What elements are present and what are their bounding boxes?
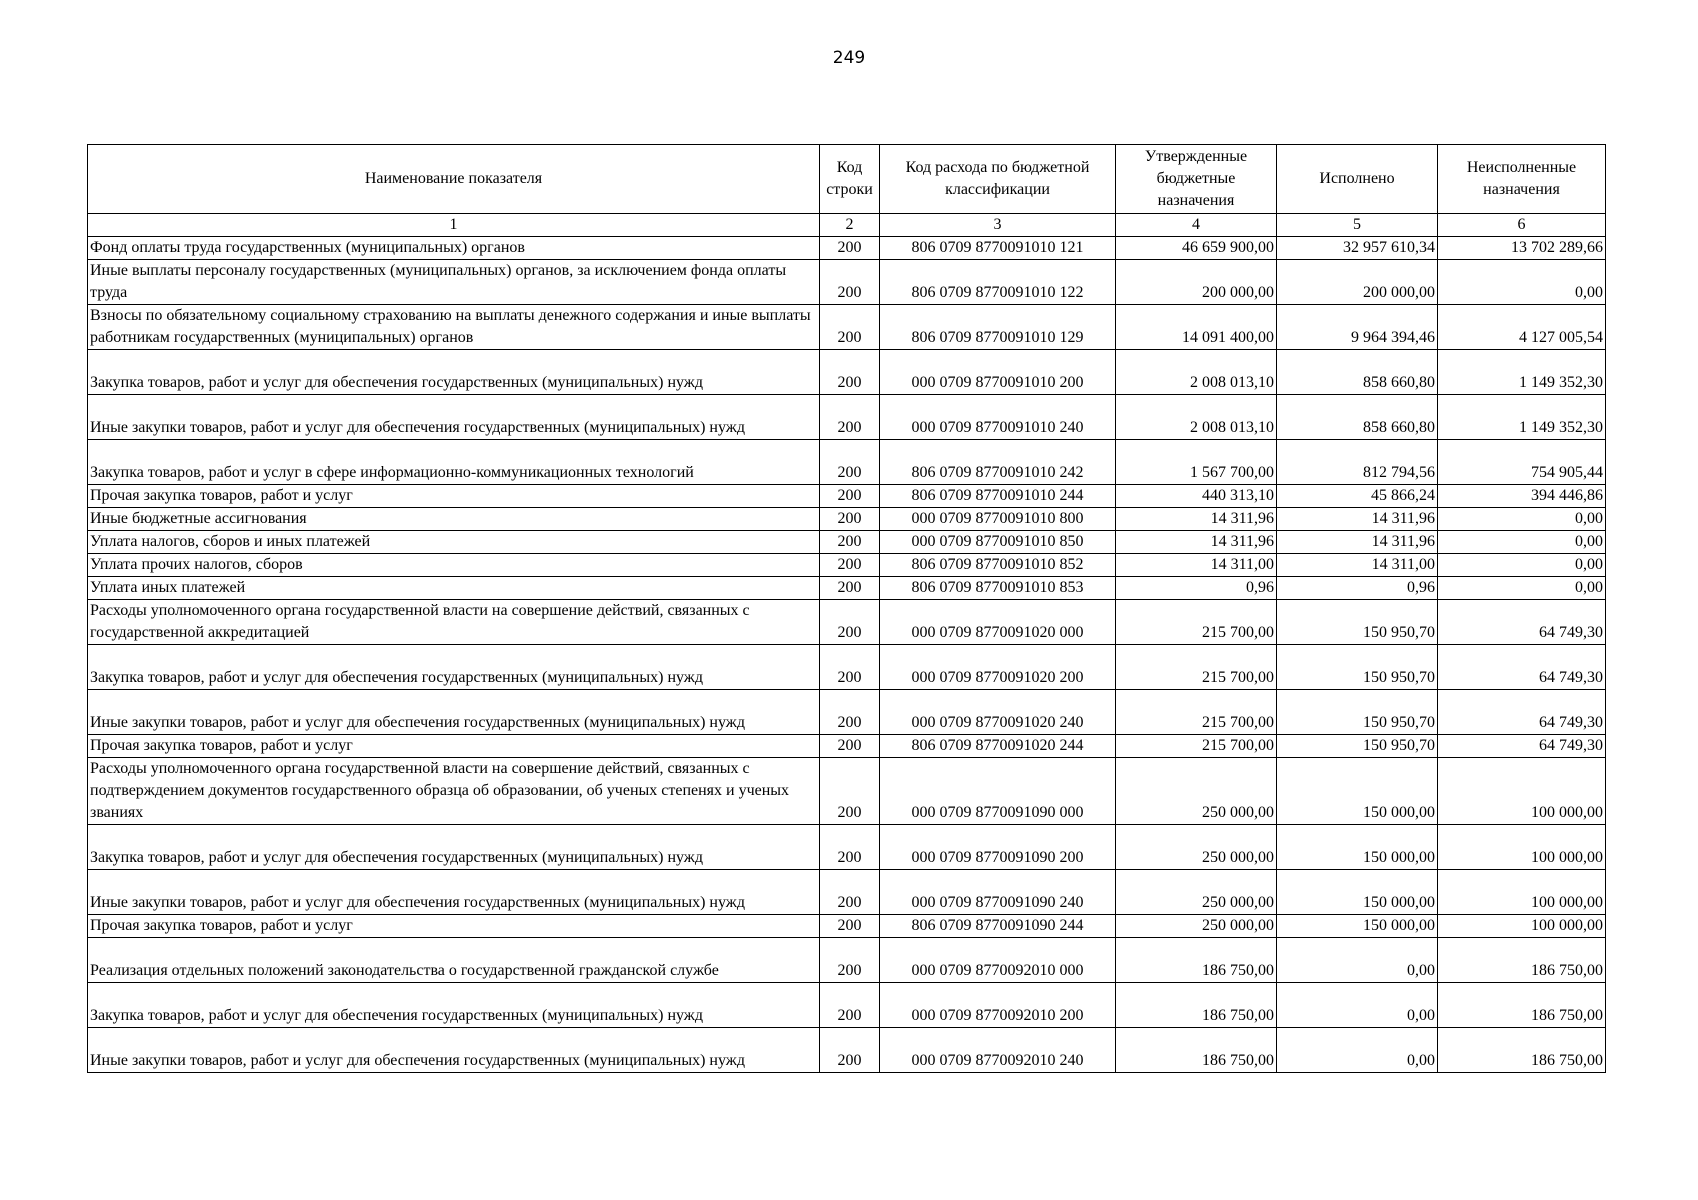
row-line-code: 200 [820, 690, 880, 735]
table-row [88, 305, 1606, 350]
table-row [88, 735, 1606, 758]
header-line-code: Код строки [820, 145, 880, 214]
row-executed-amount: 14 311,00 [1277, 554, 1438, 577]
table-row [88, 260, 1606, 305]
table-row [88, 690, 1606, 735]
row-unexecuted-amount: 100 000,00 [1438, 825, 1606, 870]
row-executed-amount: 0,00 [1277, 938, 1438, 983]
expense-report-table [87, 144, 1606, 1073]
row-budget-code: 806 0709 8770091010 852 [880, 554, 1116, 577]
row-budget-code: 000 0709 8770091090 240 [880, 870, 1116, 915]
row-approved-amount: 14 091 400,00 [1116, 305, 1277, 350]
row-line-code: 200 [820, 554, 880, 577]
table-header-row [88, 145, 1606, 214]
column-number: 6 [1438, 214, 1606, 237]
row-unexecuted-amount: 100 000,00 [1438, 870, 1606, 915]
row-budget-code: 000 0709 8770091010 800 [880, 508, 1116, 531]
row-budget-code: 806 0709 8770091010 244 [880, 485, 1116, 508]
row-unexecuted-amount: 64 749,30 [1438, 735, 1606, 758]
row-indicator-name: Иные закупки товаров, работ и услуг для обеспечения государственных (муниципальных) нужд [88, 1028, 820, 1073]
row-indicator-name: Иные закупки товаров, работ и услуг для обеспечения государственных (муниципальных) нужд [88, 870, 820, 915]
table-body [88, 237, 1606, 1073]
row-budget-code: 806 0709 8770091010 242 [880, 440, 1116, 485]
row-unexecuted-amount: 186 750,00 [1438, 938, 1606, 983]
row-budget-code: 000 0709 8770091020 000 [880, 600, 1116, 645]
row-approved-amount: 215 700,00 [1116, 600, 1277, 645]
row-indicator-name: Расходы уполномоченного органа государственной власти на совершение действий, связанных с государственной аккредитацией [88, 600, 820, 645]
table-row [88, 758, 1606, 825]
table-row [88, 508, 1606, 531]
row-approved-amount: 250 000,00 [1116, 870, 1277, 915]
row-unexecuted-amount: 64 749,30 [1438, 645, 1606, 690]
row-budget-code: 000 0709 8770091010 200 [880, 350, 1116, 395]
row-indicator-name: Закупка товаров, работ и услуг для обеспечения государственных (муниципальных) нужд [88, 350, 820, 395]
row-indicator-name: Иные выплаты персоналу государственных (муниципальных) органов, за исключением фонда оплаты труда [88, 260, 820, 305]
row-executed-amount: 150 000,00 [1277, 915, 1438, 938]
table-row [88, 600, 1606, 645]
row-approved-amount: 1 567 700,00 [1116, 440, 1277, 485]
row-budget-code: 000 0709 8770091020 200 [880, 645, 1116, 690]
table-row [88, 531, 1606, 554]
row-indicator-name: Прочая закупка товаров, работ и услуг [88, 915, 820, 938]
row-unexecuted-amount: 1 149 352,30 [1438, 395, 1606, 440]
row-unexecuted-amount: 4 127 005,54 [1438, 305, 1606, 350]
row-executed-amount: 0,00 [1277, 983, 1438, 1028]
row-line-code: 200 [820, 350, 880, 395]
row-line-code: 200 [820, 735, 880, 758]
row-approved-amount: 186 750,00 [1116, 938, 1277, 983]
row-budget-code: 806 0709 8770091020 244 [880, 735, 1116, 758]
column-numbers-row [88, 214, 1606, 237]
row-line-code: 200 [820, 600, 880, 645]
row-line-code: 200 [820, 915, 880, 938]
row-budget-code: 000 0709 8770091090 000 [880, 758, 1116, 825]
row-approved-amount: 215 700,00 [1116, 690, 1277, 735]
row-budget-code: 806 0709 8770091090 244 [880, 915, 1116, 938]
header-indicator-name: Наименование показателя [88, 145, 820, 214]
row-line-code: 200 [820, 645, 880, 690]
row-indicator-name: Иные закупки товаров, работ и услуг для обеспечения государственных (муниципальных) нужд [88, 395, 820, 440]
table-row [88, 645, 1606, 690]
row-budget-code: 000 0709 8770092010 200 [880, 983, 1116, 1028]
row-executed-amount: 150 950,70 [1277, 645, 1438, 690]
row-line-code: 200 [820, 440, 880, 485]
row-approved-amount: 215 700,00 [1116, 735, 1277, 758]
table-row [88, 983, 1606, 1028]
row-unexecuted-amount: 0,00 [1438, 577, 1606, 600]
row-approved-amount: 14 311,96 [1116, 508, 1277, 531]
row-unexecuted-amount: 0,00 [1438, 554, 1606, 577]
row-budget-code: 806 0709 8770091010 121 [880, 237, 1116, 260]
table-row [88, 485, 1606, 508]
row-indicator-name: Закупка товаров, работ и услуг для обеспечения государственных (муниципальных) нужд [88, 645, 820, 690]
row-executed-amount: 0,00 [1277, 1028, 1438, 1073]
row-budget-code: 806 0709 8770091010 129 [880, 305, 1116, 350]
row-indicator-name: Уплата налогов, сборов и иных платежей [88, 531, 820, 554]
row-executed-amount: 0,96 [1277, 577, 1438, 600]
column-number: 1 [88, 214, 820, 237]
row-indicator-name: Закупка товаров, работ и услуг для обеспечения государственных (муниципальных) нужд [88, 983, 820, 1028]
row-approved-amount: 250 000,00 [1116, 758, 1277, 825]
table-row [88, 440, 1606, 485]
row-budget-code: 000 0709 8770092010 240 [880, 1028, 1116, 1073]
row-executed-amount: 45 866,24 [1277, 485, 1438, 508]
table-row [88, 395, 1606, 440]
row-line-code: 200 [820, 983, 880, 1028]
row-approved-amount: 186 750,00 [1116, 983, 1277, 1028]
row-approved-amount: 250 000,00 [1116, 915, 1277, 938]
row-line-code: 200 [820, 825, 880, 870]
row-line-code: 200 [820, 508, 880, 531]
row-unexecuted-amount: 186 750,00 [1438, 1028, 1606, 1073]
row-unexecuted-amount: 100 000,00 [1438, 915, 1606, 938]
header-unexecuted: Неисполненные назначения [1438, 145, 1606, 214]
row-unexecuted-amount: 64 749,30 [1438, 600, 1606, 645]
column-number: 3 [880, 214, 1116, 237]
row-approved-amount: 250 000,00 [1116, 825, 1277, 870]
row-indicator-name: Прочая закупка товаров, работ и услуг [88, 485, 820, 508]
row-budget-code: 000 0709 8770091010 240 [880, 395, 1116, 440]
column-number: 5 [1277, 214, 1438, 237]
row-indicator-name: Прочая закупка товаров, работ и услуг [88, 735, 820, 758]
row-executed-amount: 200 000,00 [1277, 260, 1438, 305]
row-unexecuted-amount: 186 750,00 [1438, 983, 1606, 1028]
row-executed-amount: 150 000,00 [1277, 758, 1438, 825]
row-line-code: 200 [820, 758, 880, 825]
row-executed-amount: 150 950,70 [1277, 690, 1438, 735]
row-approved-amount: 14 311,96 [1116, 531, 1277, 554]
row-indicator-name: Иные закупки товаров, работ и услуг для обеспечения государственных (муниципальных) нужд [88, 690, 820, 735]
table-row [88, 938, 1606, 983]
row-executed-amount: 858 660,80 [1277, 395, 1438, 440]
row-indicator-name: Расходы уполномоченного органа государственной власти на совершение действий, связанных с подтверждением документов государственного образца об образовании, об ученых степенях и ученых званиях [88, 758, 820, 825]
row-unexecuted-amount: 754 905,44 [1438, 440, 1606, 485]
row-budget-code: 000 0709 8770091010 850 [880, 531, 1116, 554]
row-indicator-name: Уплата иных платежей [88, 577, 820, 600]
row-executed-amount: 14 311,96 [1277, 508, 1438, 531]
row-indicator-name: Реализация отдельных положений законодательства о государственной гражданской службе [88, 938, 820, 983]
row-line-code: 200 [820, 577, 880, 600]
row-unexecuted-amount: 1 149 352,30 [1438, 350, 1606, 395]
row-line-code: 200 [820, 260, 880, 305]
header-executed: Исполнено [1277, 145, 1438, 214]
table-row [88, 870, 1606, 915]
row-line-code: 200 [820, 485, 880, 508]
row-budget-code: 806 0709 8770091010 853 [880, 577, 1116, 600]
row-indicator-name: Иные бюджетные ассигнования [88, 508, 820, 531]
row-approved-amount: 186 750,00 [1116, 1028, 1277, 1073]
row-executed-amount: 14 311,96 [1277, 531, 1438, 554]
row-line-code: 200 [820, 870, 880, 915]
table-row [88, 554, 1606, 577]
row-executed-amount: 150 950,70 [1277, 735, 1438, 758]
table-row [88, 577, 1606, 600]
row-approved-amount: 14 311,00 [1116, 554, 1277, 577]
row-budget-code: 000 0709 8770092010 000 [880, 938, 1116, 983]
row-approved-amount: 2 008 013,10 [1116, 350, 1277, 395]
header-budget-code: Код расхода по бюджетной классификации [880, 145, 1116, 214]
row-approved-amount: 46 659 900,00 [1116, 237, 1277, 260]
table-row [88, 237, 1606, 260]
row-budget-code: 000 0709 8770091020 240 [880, 690, 1116, 735]
row-unexecuted-amount: 0,00 [1438, 508, 1606, 531]
page-number: 249 [832, 48, 866, 68]
row-approved-amount: 0,96 [1116, 577, 1277, 600]
row-executed-amount: 150 000,00 [1277, 870, 1438, 915]
row-line-code: 200 [820, 531, 880, 554]
row-approved-amount: 200 000,00 [1116, 260, 1277, 305]
table-row [88, 915, 1606, 938]
row-executed-amount: 9 964 394,46 [1277, 305, 1438, 350]
row-indicator-name: Уплата прочих налогов, сборов [88, 554, 820, 577]
header-approved: Утвержденные бюджетные назначения [1116, 145, 1277, 214]
row-budget-code: 000 0709 8770091090 200 [880, 825, 1116, 870]
row-indicator-name: Взносы по обязательному социальному страхованию на выплаты денежного содержания и иные выплаты работникам государственных (муниципальных) органов [88, 305, 820, 350]
table-row [88, 825, 1606, 870]
row-executed-amount: 150 950,70 [1277, 600, 1438, 645]
row-unexecuted-amount: 394 446,86 [1438, 485, 1606, 508]
row-line-code: 200 [820, 395, 880, 440]
column-number: 4 [1116, 214, 1277, 237]
row-budget-code: 806 0709 8770091010 122 [880, 260, 1116, 305]
row-line-code: 200 [820, 237, 880, 260]
row-unexecuted-amount: 0,00 [1438, 531, 1606, 554]
row-line-code: 200 [820, 1028, 880, 1073]
column-number: 2 [820, 214, 880, 237]
row-unexecuted-amount: 100 000,00 [1438, 758, 1606, 825]
row-line-code: 200 [820, 305, 880, 350]
row-executed-amount: 858 660,80 [1277, 350, 1438, 395]
row-approved-amount: 2 008 013,10 [1116, 395, 1277, 440]
row-indicator-name: Фонд оплаты труда государственных (муниципальных) органов [88, 237, 820, 260]
row-approved-amount: 215 700,00 [1116, 645, 1277, 690]
row-line-code: 200 [820, 938, 880, 983]
table-row [88, 350, 1606, 395]
row-executed-amount: 150 000,00 [1277, 825, 1438, 870]
row-unexecuted-amount: 0,00 [1438, 260, 1606, 305]
row-indicator-name: Закупка товаров, работ и услуг в сфере информационно-коммуникационных технологий [88, 440, 820, 485]
row-executed-amount: 32 957 610,34 [1277, 237, 1438, 260]
row-unexecuted-amount: 64 749,30 [1438, 690, 1606, 735]
row-approved-amount: 440 313,10 [1116, 485, 1277, 508]
row-executed-amount: 812 794,56 [1277, 440, 1438, 485]
row-indicator-name: Закупка товаров, работ и услуг для обеспечения государственных (муниципальных) нужд [88, 825, 820, 870]
row-unexecuted-amount: 13 702 289,66 [1438, 237, 1606, 260]
table-row [88, 1028, 1606, 1073]
